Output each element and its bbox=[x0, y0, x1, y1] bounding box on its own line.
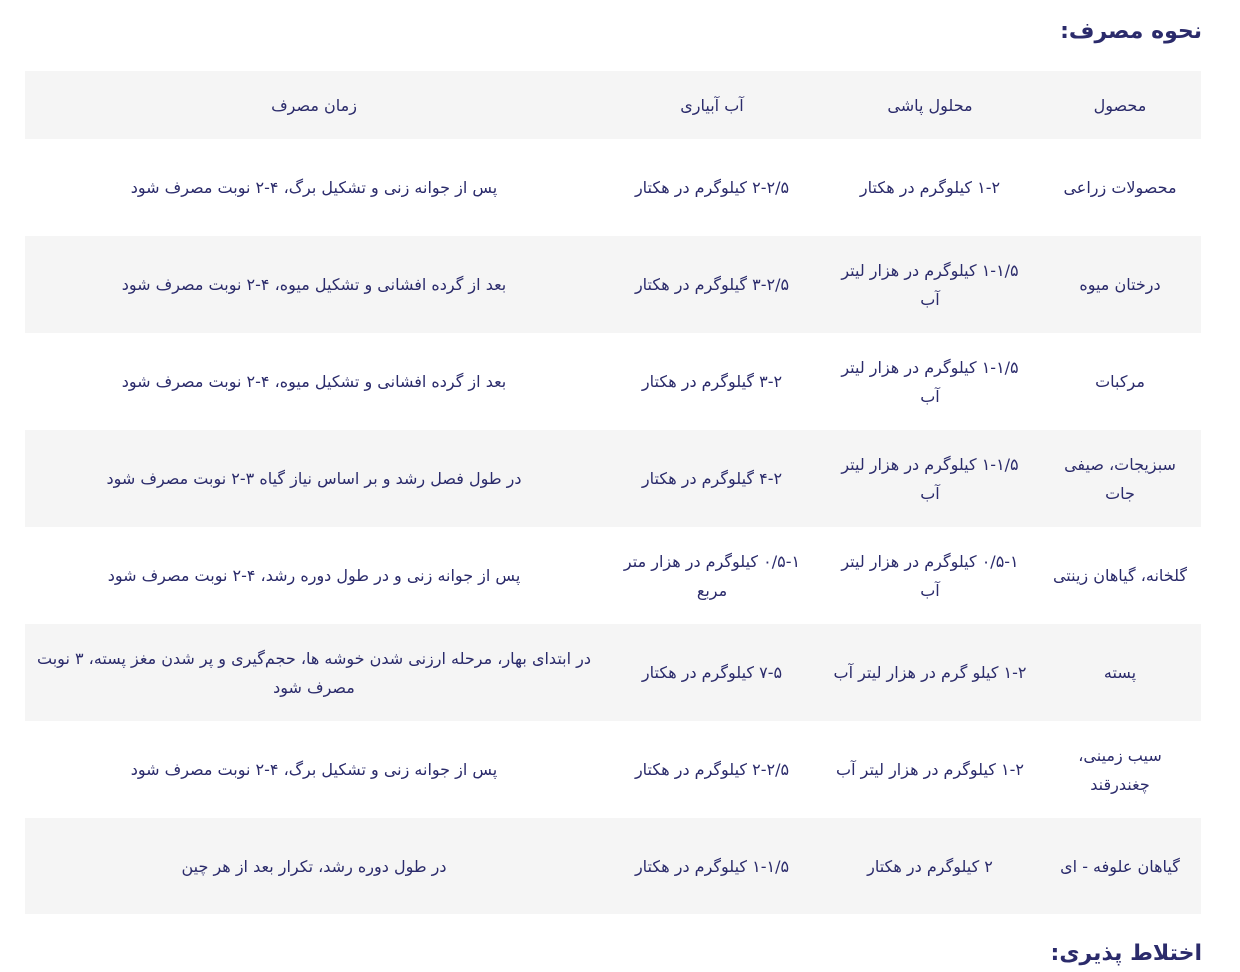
cell-spray: ۱-۲ کیلو گرم در هزار لیتر آب bbox=[833, 663, 1027, 682]
table-row bbox=[25, 721, 1201, 818]
cell-time: بعد از گرده افشانی و تشکیل میوه، ۴-۲ نوبت مصرف شود bbox=[121, 372, 507, 391]
cell-time: پس از جوانه زنی و در طول دوره رشد، ۴-۲ نوبت مصرف شود bbox=[107, 566, 521, 585]
cell-spray: ۱-۱/۵ کیلوگرم در هزار لیتر آب bbox=[841, 260, 1019, 309]
cell-irrigation: ۴-۲ گیلوگرم در هکتار bbox=[641, 469, 783, 488]
header-product: محصول bbox=[1093, 95, 1147, 115]
table-row bbox=[25, 236, 1201, 333]
cell-product: گلخانه، گیاهان زینتی bbox=[1052, 566, 1188, 585]
cell-irrigation: ۷-۵ کیلوگرم در هکتار bbox=[641, 663, 783, 682]
table-row bbox=[25, 333, 1201, 430]
cell-spray: ۱-۲ کیلوگرم در هزار لیتر آب bbox=[836, 760, 1024, 779]
table-row bbox=[25, 139, 1201, 236]
cell-time: در طول دوره رشد، تکرار بعد از هر چین bbox=[181, 856, 447, 876]
cell-product: مرکبات bbox=[1095, 372, 1145, 391]
cell-spray: ۱-۱/۵ کیلوگرم در هزار لیتر آب bbox=[841, 357, 1019, 406]
table-body bbox=[25, 139, 1201, 914]
cell-irrigation: ۰/۵-۱ کیلوگرم در هزار متر مربع bbox=[623, 551, 801, 600]
table-header bbox=[25, 71, 1201, 139]
cell-time: پس از جوانه زنی و تشکیل برگ، ۴-۲ نوبت مصرف شود bbox=[130, 178, 498, 197]
table-row bbox=[25, 430, 1201, 527]
cell-product: سبزیجات، صیفی جات bbox=[1064, 454, 1176, 503]
usage-table bbox=[25, 71, 1201, 914]
cell-irrigation: ۲-۲/۵ کیلوگرم در هکتار bbox=[634, 178, 790, 197]
cell-irrigation: ۳-۲/۵ گیلوگرم در هکتار bbox=[634, 275, 790, 294]
page-title: نحوه مصرف: bbox=[1060, 19, 1202, 44]
cell-irrigation: ۱-۱/۵ کیلوگرم در هکتار bbox=[634, 856, 790, 876]
cell-product: محصولات زراعی bbox=[1063, 178, 1177, 197]
cell-time: بعد از گرده افشانی و تشکیل میوه، ۴-۲ نوبت مصرف شود bbox=[121, 275, 507, 294]
cell-spray: ۲ کیلوگرم در هکتار bbox=[867, 856, 993, 876]
next-section-title: اختلاط پذیری: bbox=[1050, 941, 1202, 966]
cell-spray: ۱-۱/۵ کیلوگرم در هزار لیتر آب bbox=[841, 454, 1019, 503]
cell-time: پس از جوانه زنی و تشکیل برگ، ۴-۲ نوبت مصرف شود bbox=[130, 760, 498, 779]
header-spray: محلول پاشی bbox=[887, 95, 973, 115]
header-row bbox=[25, 71, 1201, 139]
cell-product: درختان میوه bbox=[1079, 275, 1161, 294]
cell-product: پسته bbox=[1103, 663, 1137, 682]
cell-time: در طول فصل رشد و بر اساس نیاز گیاه ۳-۲ نوبت مصرف شود bbox=[106, 469, 522, 488]
cell-irrigation: ۳-۲ گیلوگرم در هکتار bbox=[641, 372, 783, 391]
cell-product: گیاهان علوفه - ای bbox=[1060, 856, 1180, 876]
table-row bbox=[25, 624, 1201, 721]
cell-product: سیب زمینی، چغندرقند bbox=[1078, 745, 1162, 794]
table-row bbox=[25, 818, 1201, 914]
header-irrigation: آب آبیاری bbox=[680, 95, 744, 115]
cell-irrigation: ۲-۲/۵ کیلوگرم در هکتار bbox=[634, 760, 790, 779]
cell-spray: ۱-۲ کیلوگرم در هکتار bbox=[859, 178, 1001, 197]
cell-time: در ابتدای بهار، مرحله ارزنی شدن خوشه ها، حجم‌گیری و پر شدن مغز پسته، ۳ نوبت مصرف شود bbox=[37, 648, 591, 697]
header-time: زمان مصرف bbox=[271, 95, 357, 115]
cell-spray: ۰/۵-۱ کیلوگرم در هزار لیتر آب bbox=[841, 551, 1019, 600]
table-row bbox=[25, 527, 1201, 624]
